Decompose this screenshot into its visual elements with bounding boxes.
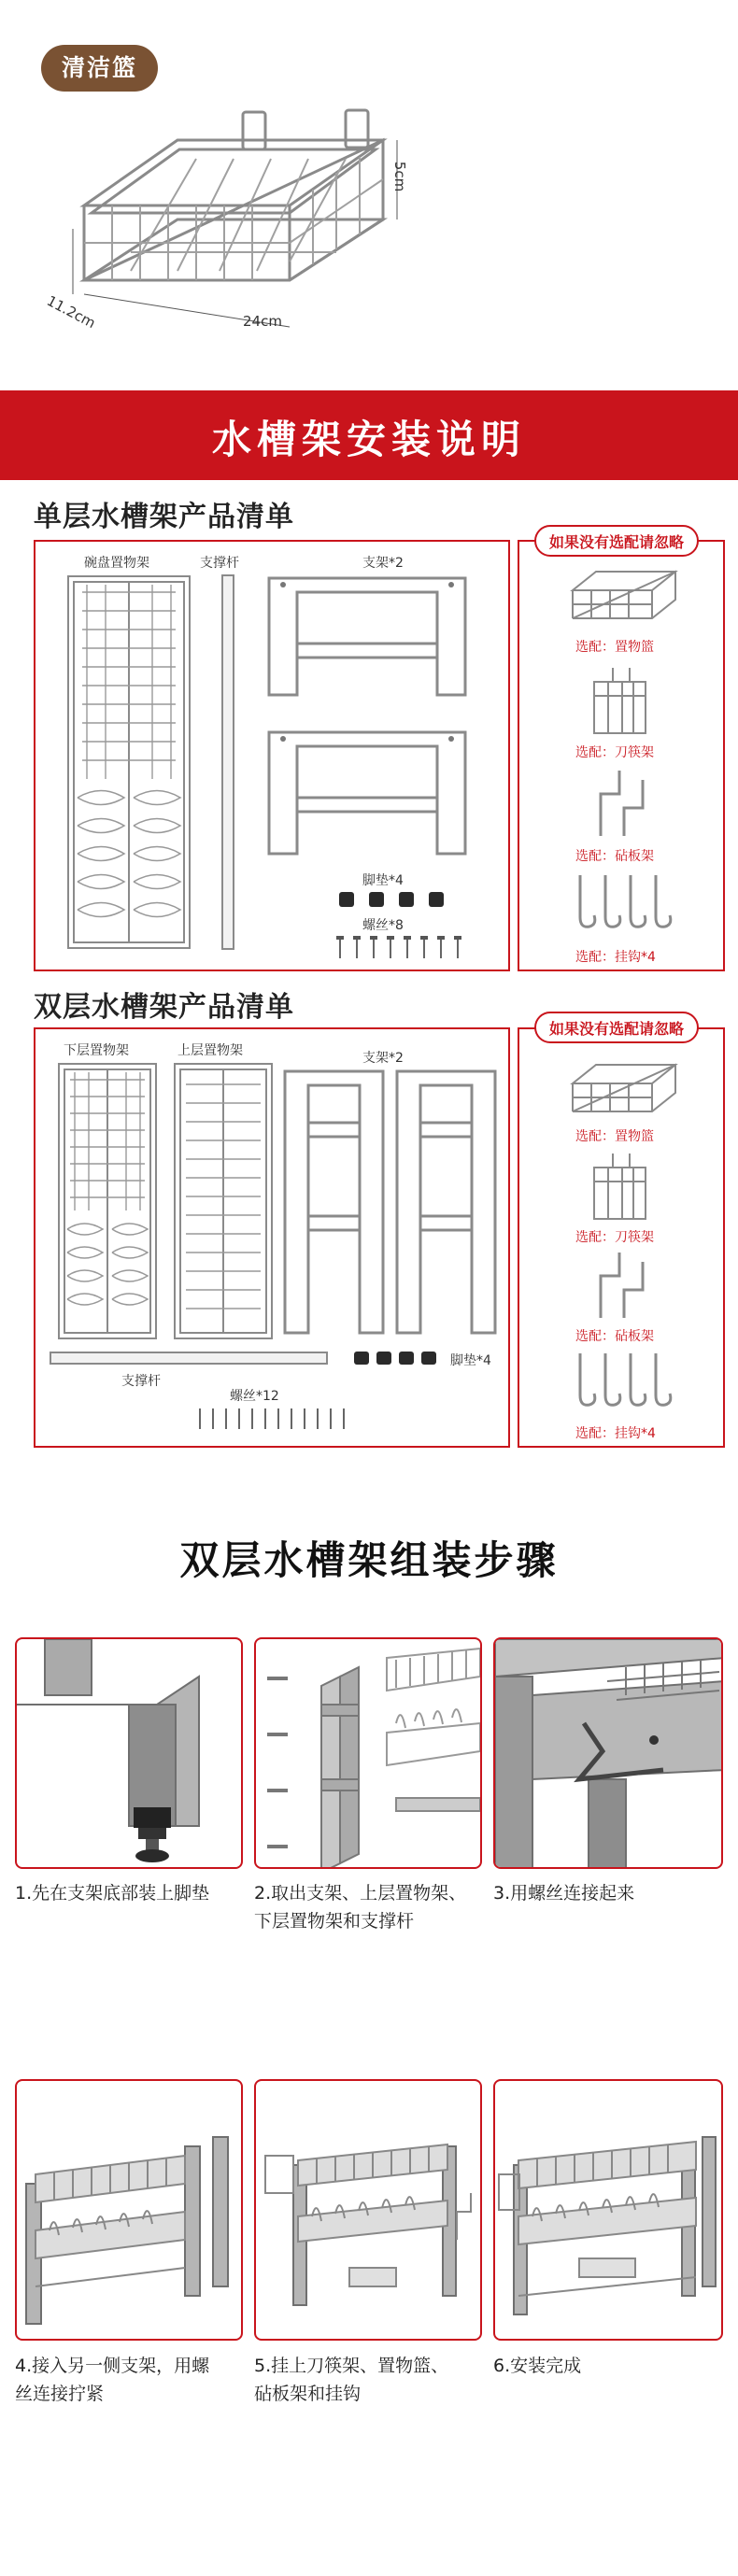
double-brackets-icon <box>280 1067 504 1338</box>
single-optional-box <box>518 540 725 971</box>
double-option-knife-rack: 选配：刀筷架 <box>575 1230 654 1245</box>
double-upper-rack-label: 上层置物架 <box>177 1043 243 1058</box>
step-2-image <box>254 1637 482 1869</box>
single-option-board-rack: 选配：砧板架 <box>575 849 654 864</box>
single-parts-box <box>34 540 510 971</box>
double-feet-label: 脚垫*4 <box>450 1353 491 1368</box>
double-screws-icon <box>194 1405 362 1433</box>
step-5-text <box>254 2352 448 2408</box>
single-support-rod-label: 支撑杆 <box>200 556 239 571</box>
single-dish-rack-label: 碗盘置物架 <box>84 556 149 571</box>
single-optional-tag: 如果没有选配请忽略 <box>534 525 699 557</box>
single-option-hooks-icon <box>566 870 678 936</box>
cleaning-basket-illustration <box>44 103 411 336</box>
step-3-line1: 3.用螺丝连接起来 <box>493 1883 635 1904</box>
step-4-line1: 4.接入另一侧支架，用螺 <box>15 2356 210 2376</box>
basket-width-dim: 11.2cm <box>44 291 99 333</box>
single-option-hooks: 选配：挂钩*4 <box>575 950 656 965</box>
step-2-text <box>254 1879 466 1935</box>
step-4-text <box>15 2352 209 2408</box>
double-option-basket-icon <box>568 1055 680 1121</box>
single-brackets-icon <box>250 573 484 872</box>
double-upper-rack-icon <box>172 1061 275 1341</box>
double-optional-box <box>518 1027 725 1448</box>
title-banner <box>0 390 738 480</box>
double-list-title: 双层水槽架产品清单 <box>34 991 294 1024</box>
steps-title: 双层水槽架组装步骤 <box>179 1537 559 1583</box>
double-lower-rack-label: 下层置物架 <box>64 1043 129 1058</box>
single-bracket-label: 支架*2 <box>362 556 404 571</box>
basket-height-dim: 5cm <box>391 161 409 192</box>
double-screws-label: 螺丝*12 <box>230 1389 279 1404</box>
step-6-line1: 6.安装完成 <box>493 2356 582 2376</box>
double-option-basket: 选配：置物篮 <box>575 1129 654 1144</box>
step-1-image <box>15 1637 243 1869</box>
single-option-knife-rack: 选配：刀筷架 <box>575 745 654 760</box>
step-4-image <box>15 2079 243 2341</box>
double-lower-rack-icon <box>56 1061 159 1341</box>
double-parts-box <box>34 1027 510 1448</box>
double-support-rod-icon <box>49 1349 329 1367</box>
single-screws-label: 螺丝*8 <box>362 918 404 933</box>
single-option-basket-icon <box>568 562 680 628</box>
double-option-hooks: 选配：挂钩*4 <box>575 1426 656 1441</box>
step-5-image <box>254 2079 482 2341</box>
double-bracket-label: 支架*2 <box>362 1051 404 1066</box>
double-optional-tag: 如果没有选配请忽略 <box>534 1012 699 1043</box>
single-option-board-rack-icon <box>587 766 661 841</box>
step-5-line1: 5.挂上刀筷架、置物篮、 <box>254 2356 449 2376</box>
step-1-text <box>15 1879 209 1907</box>
step-3-text <box>493 1879 634 1907</box>
single-dish-rack-icon <box>64 573 194 952</box>
step-5-line2: 砧板架和挂钩 <box>254 2384 362 2404</box>
single-feet-icon <box>334 889 456 910</box>
single-list-title: 单层水槽架产品清单 <box>34 501 294 533</box>
double-option-hooks-icon <box>566 1349 678 1414</box>
double-feet-icon <box>351 1349 445 1369</box>
step-3-image <box>493 1637 723 1869</box>
single-support-rod-icon <box>219 573 237 952</box>
step-1-line1: 1.先在支架底部装上脚垫 <box>15 1883 210 1904</box>
double-option-board-rack: 选配：砧板架 <box>575 1329 654 1344</box>
single-screws-icon <box>333 934 473 962</box>
double-option-board-rack-icon <box>587 1248 661 1323</box>
single-option-basket: 选配：置物篮 <box>575 640 654 655</box>
step-4-line2: 丝连接拧紧 <box>15 2384 105 2404</box>
single-feet-label: 脚垫*4 <box>362 873 404 888</box>
banner-title: 水槽架安装说明 <box>211 417 526 462</box>
double-option-knife-rack-icon <box>585 1149 660 1224</box>
step-6-text <box>493 2352 581 2380</box>
basket-length-dim: 24cm <box>243 313 282 330</box>
single-option-knife-rack-icon <box>585 663 660 738</box>
step-2-line2: 下层置物架和支撑杆 <box>254 1911 415 1932</box>
step-6-image <box>493 2079 723 2341</box>
step-2-line1: 2.取出支架、上层置物架、 <box>254 1883 467 1904</box>
basket-label-pill: 清洁篮 <box>41 45 158 92</box>
double-support-rod-label: 支撑杆 <box>121 1374 161 1389</box>
